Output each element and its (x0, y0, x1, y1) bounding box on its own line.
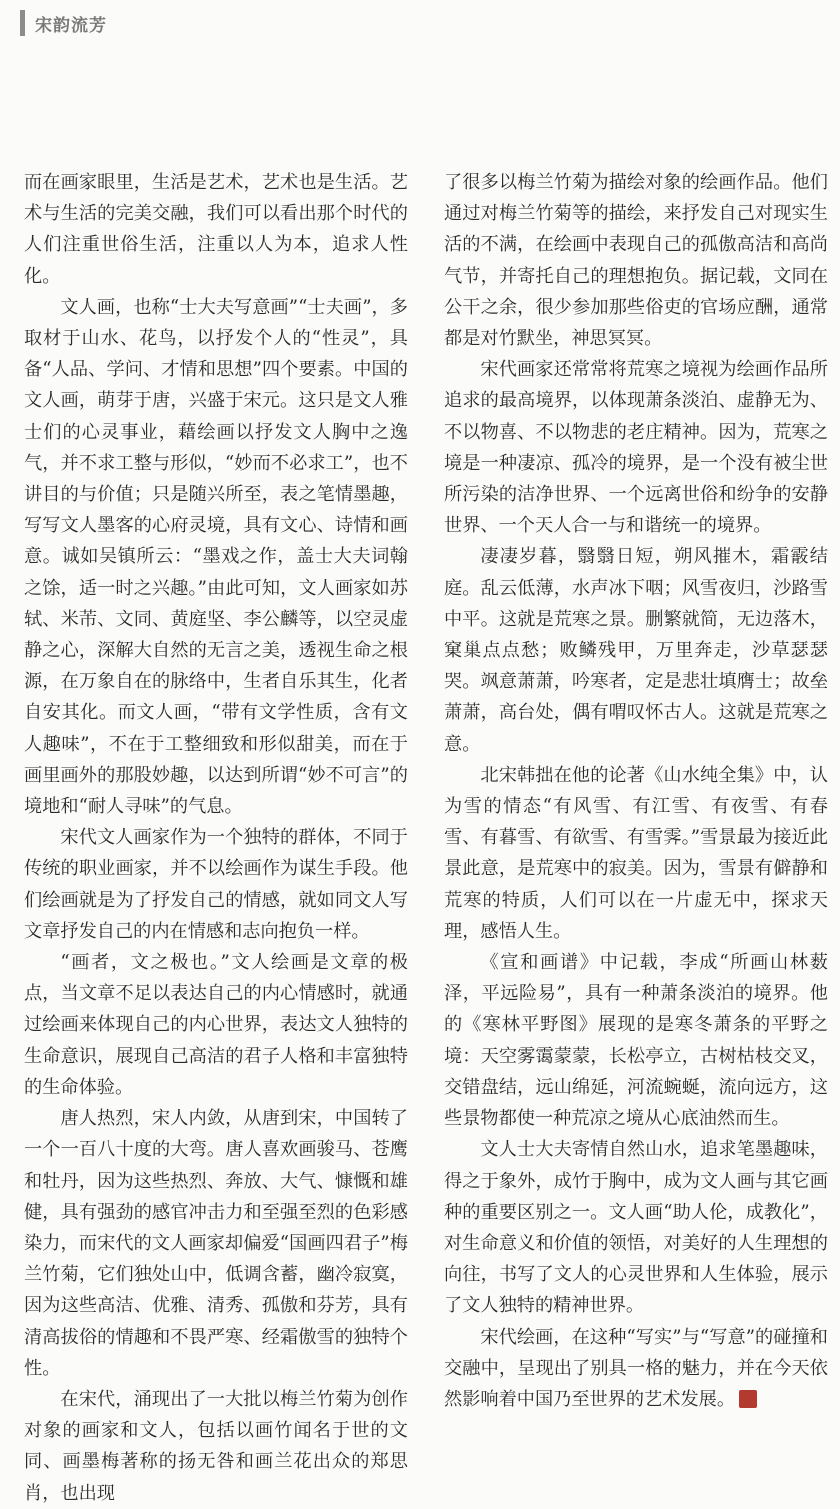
paragraph: 唐人热烈，宋人内敛，从唐到宋，中国转了一个一百八十度的大弯。唐人喜欢画骏马、苍鹰和牡丹，因为这些热烈、奔放、大气、慷慨和雄健，具有强劲的感官冲击力和至强至烈的色彩感染力，而宋代的文人画家却偏爱“国画四君子”梅兰竹菊，它们独处山中，低调含蓄，幽冷寂寞，因为这些高洁、优雅、清秀、孤傲和芬芳，具有清高拔俗的情趣和不畏严寒、经霜傲雪的独特个性。 (24, 1108, 408, 1379)
left-column (24, 167, 408, 1509)
closing-text: 宋代绘画，在这种“写实”与“写意”的碰撞和交融中，呈现出了别具一格的魅力，并在今天依然影响着中国乃至世界的艺术发展。 (444, 1326, 828, 1410)
paragraph: 而在画家眼里，生活是艺术，艺术也是生活。艺术与生活的完美交融，我们可以看出那个时代的人们注重世俗生活，注重以人为本，追求人性化。 (24, 172, 408, 287)
seal-stamp-icon (739, 1390, 757, 1408)
paragraph: 凄凄岁暮，翳翳日短，朔风摧木，霜霰结庭。乱云低薄，水声冰下咽；风雪夜归，沙路雪中平。这就是荒寒之景。删繁就简，无边落木，窠巢点点愁；败鳞残甲，万里奔走，沙草瑟瑟哭。飒意萧萧，吟寒者，定是悲壮填膺士；故垒萧萧，高台处，偶有喟叹怀古人。这就是荒寒之意。 (444, 546, 828, 755)
paragraph: 文人士大夫寄情自然山水，追求笔墨趣味，得之于象外，成竹于胸中，成为文人画与其它画种的重要区别之一。文人画“助人伦，成教化”，对生命意义和价值的领悟，对美好的人生理想的向往，书写了文人的心灵世界和人生体验，展示了文人独特的精神世界。 (444, 1139, 828, 1317)
page-header (20, 10, 107, 36)
paragraph: 北宋韩拙在他的论著《山水纯全集》中，认为雪的情态“有风雪、有江雪、有夜雪、有春雪、有暮雪、有欲雪、有雪霁。”雪景最为接近此景此意，是荒寒中的寂美。因为，雪景有僻静和荒寒的特质，人们可以在一片虚无中，探求天理，感悟人生。 (444, 764, 828, 942)
right-column (444, 167, 828, 1415)
paragraph: 在宋代，涌现出了一大批以梅兰竹菊为创作对象的画家和文人，包括以画竹闻名于世的文同、画墨梅著称的扬无咎和画兰花出众的郑思肖，也出现 (24, 1388, 408, 1504)
section-title: 宋韵流芳 (35, 15, 107, 36)
paragraph: “画者，文之极也。”文人绘画是文章的极点，当文章不足以表达自己的内心情感时，就通过绘画来体现自己的内心世界，表达文人独特的生命意识，展现自己高洁的君子人格和丰富独特的生命体验。 (24, 952, 408, 1098)
paragraph: 了很多以梅兰竹菊为描绘对象的绘画作品。他们通过对梅兰竹菊等的描绘，来抒发自己对现实生活的不满，在绘画中表现自己的孤傲高洁和高尚气节，并寄托自己的理想抱负。据记载，文同在公干之余，很少参加那些俗吏的官场应酬，通常都是对竹默坐，神思冥冥。 (444, 172, 828, 350)
paragraph: 宋代文人画家作为一个独特的群体，不同于传统的职业画家，并不以绘画作为谋生手段。他们绘画就是为了抒发自己的情感，就如同文人写文章抒发自己的内在情感和志向抱负一样。 (24, 827, 408, 942)
paragraph: 文人画，也称“士大夫写意画”“士夫画”，多取材于山水、花鸟，以抒发个人的“性灵”，具备“人品、学问、才情和思想”四个要素。中国的文人画，萌芽于唐，兴盛于宋元。这只是文人雅士们的心灵事业，藉绘画以抒发文人胸中之逸气，并不求工整与形似，“妙而不必求工”，也不讲目的与价值；只是随兴所至，表之笔情墨趣，写写文人墨客的心府灵境，具有文心、诗情和画意。诚如吴镇所云：“墨戏之作，盖士大夫词翰之馀，适一时之兴趣。”由此可知，文人画家如苏轼、米芾、文同、黄庭坚、李公麟等，以空灵虚静之心，深解大自然的无言之美，透视生命之根源，在万象自在的脉络中，生者自乐其生，化者自安其化。而文人画，“带有文学性质，含有文人趣味”，不在于工整细致和形似甜美，而在于画里画外的那股妙趣，以达到所谓“妙不可言”的境地和“耐人寻味”的气息。 (24, 296, 408, 818)
paragraph: 《宣和画谱》中记载，李成“所画山林薮泽，平远险易”，具有一种萧条淡泊的境界。他的《寒林平野图》展现的是寒冬萧条的平野之境：天空雾霭蒙蒙，长松亭立，古树枯枝交叉，交错盘结，远山绵延，河流蜿蜒，流向远方，这些景物都使一种荒凉之境从心底油然而生。 (444, 952, 828, 1130)
header-bar (20, 10, 25, 36)
paragraph: 宋代画家还常常将荒寒之境视为绘画作品所追求的最高境界，以体现萧条淡泊、虚静无为、不以物喜、不以物悲的老庄精神。因为，荒寒之境是一种凄凉、孤冷的境界，是一个没有被尘世所污染的洁净世界、一个远离世俗和纷争的安静世界、一个天人合一与和谐统一的境界。 (444, 359, 828, 537)
closing-paragraph (444, 1322, 828, 1416)
